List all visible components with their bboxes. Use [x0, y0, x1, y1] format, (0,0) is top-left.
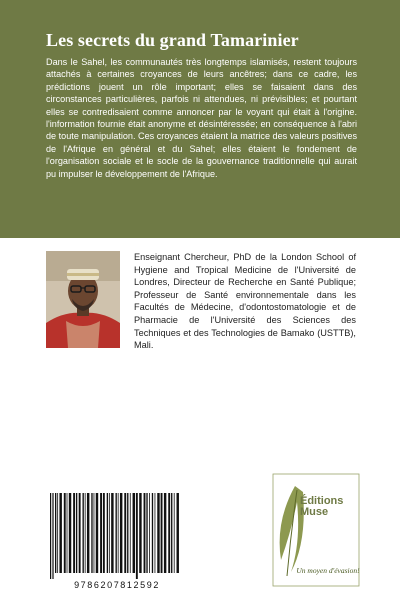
- barcode-bar: [50, 493, 51, 579]
- barcode-bar: [94, 493, 95, 573]
- barcode: [46, 491, 188, 582]
- barcode-bar: [124, 493, 126, 573]
- back-cover-band: [0, 0, 400, 238]
- barcode-bar: [133, 493, 135, 573]
- barcode-bar: [171, 493, 172, 573]
- barcode-bar: [157, 493, 159, 573]
- book-title: Les secrets du grand Tamarinier: [46, 30, 299, 50]
- barcode-bar: [127, 493, 128, 573]
- barcode-bar: [52, 493, 53, 579]
- barcode-bar: [136, 493, 138, 579]
- barcode-bar: [130, 493, 131, 573]
- barcode-bar: [111, 493, 113, 573]
- isbn-number: 9786207812592: [74, 580, 160, 590]
- barcode-bar: [64, 493, 66, 573]
- author-photo: [46, 251, 120, 348]
- barcode-bar: [57, 493, 58, 573]
- book-summary: Dans le Sahel, les communautés très longtemps islamisés, restent toujours attachés à certaines croyances de leurs ancêtres; dans ce cadre, les prédictions jouent un rôle important; elles se faisaient dans des circonstances particulières, parfois ni attendues, ni prévisibles; et pourtant elles se contredisaient comme annoncer par le voyant qui était à l'origine. l'information fournie était anonyme et désintéressée; en conséquence à l'abri de toute manipulation. Ces croyances étaient la matrice des valeurs positives de l'Afrique en général et du Sahel; elles étaient le fondement de l'organisation sociale et le socle de la gouvernance traditionnelle qui aurait pu impulser le développement de l'Afrique.: [46, 57, 357, 179]
- publisher-name-line2: Muse: [300, 506, 329, 518]
- barcode-bar: [118, 493, 119, 573]
- barcode-bar: [155, 493, 156, 573]
- barcode-bar: [67, 493, 68, 573]
- barcode-bar: [69, 493, 71, 573]
- barcode-bar: [73, 493, 75, 573]
- author-portrait-image: [46, 251, 120, 348]
- barcode-bar: [107, 493, 108, 573]
- barcode-bar: [96, 493, 98, 573]
- barcode-bar: [55, 493, 56, 573]
- publisher-tagline: Un moyen d'évasion!: [296, 566, 360, 575]
- barcode-bar: [109, 493, 110, 573]
- barcode-bar: [79, 493, 81, 573]
- barcode-bar: [120, 493, 122, 573]
- barcode-bar: [85, 493, 86, 573]
- barcode-bar: [76, 493, 77, 573]
- barcode-bar: [116, 493, 117, 573]
- barcode-bar: [149, 493, 150, 573]
- barcode-bar: [164, 493, 166, 573]
- author-bio: Enseignant Chercheur, PhD de la London School of Hygiene and Tropical Medicine de l'Université de Londres, Directeur de Recherche en Santé Publique; Professeur de Santé environnementale dans les Facultés de Médecine, d'odontostomatologie et de Pharmacie de l'Université des Sciences des Techniques et des Technologies de Bamako (USTTB), Mali.: [134, 252, 356, 351]
- publisher-name-line1: Éditions: [300, 495, 344, 507]
- barcode-bar: [91, 493, 92, 573]
- barcode-bar: [139, 493, 141, 573]
- barcode-bar: [87, 493, 89, 573]
- barcode-bar: [103, 493, 105, 573]
- barcode-bar: [168, 493, 170, 573]
- barcode-bar: [59, 493, 61, 573]
- barcode-bar: [146, 493, 147, 573]
- barcode-bar: [177, 493, 179, 573]
- publisher-name: [300, 496, 360, 518]
- barcode-bar: [161, 493, 163, 573]
- barcode-bar: [152, 493, 153, 573]
- barcode-bar: [100, 493, 102, 573]
- barcode-bar: [83, 493, 84, 573]
- barcode-bar: [174, 493, 175, 573]
- barcode-bar: [144, 493, 146, 573]
